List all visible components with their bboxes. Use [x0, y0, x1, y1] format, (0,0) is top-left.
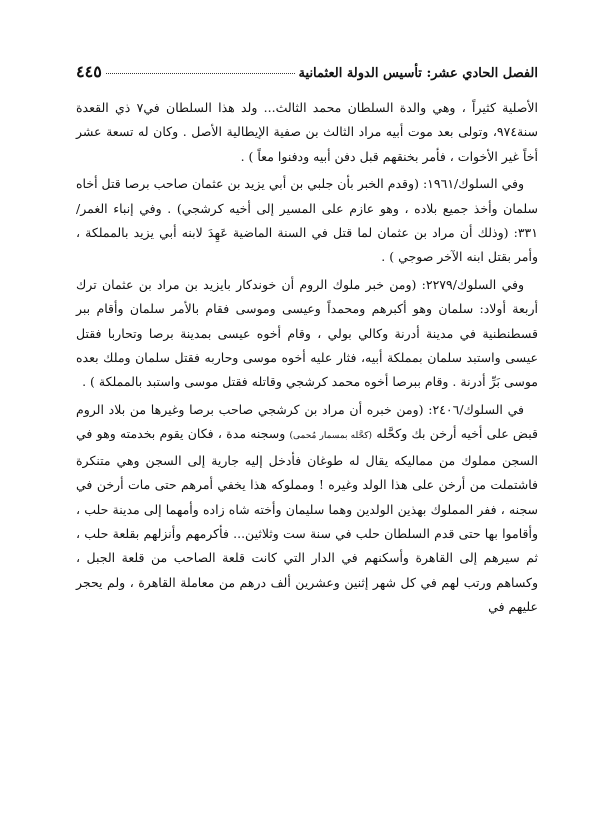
- running-title: الفصل الحادي عشر: تأسيس الدولة العثمانية: [298, 66, 538, 81]
- page-header: [76, 62, 538, 88]
- page-number: ٤٤٥: [76, 62, 102, 81]
- body-text: [76, 96, 538, 620]
- inline-note: (كحَّله بمسمار مُحمى): [289, 431, 373, 442]
- paragraph: وفي السلوك/١٩٦١: (وقدم الخبر بأن جلبي بن أبي يزيد بن عثمان صاحب برصا قتل أخاه سلمان وأخذ جميع بلاده ، وهو عازم على المسير إلى أخيه كرشجي) . وفي إنباء الغمر/٣٣١: (وذلك أن مراد بن عثمان لما قتل في السنة الماضية عَهِدَ لابنه أبي يزيد بالمملكة ، وأمر بقتل ابنه الآخر صوجي ) .: [76, 176, 538, 265]
- paragraph-text: في السلوك/٢٤٠٦: (ومن خبره أن مراد بن كرشجي صاحب برصا وغيرها من بلاد الروم قبض على أخيه أرخن بك وكحَّله: [76, 401, 538, 442]
- paragraph: [76, 398, 538, 620]
- paragraph-text: وسجنه مدة ، فكان يقوم بخدمته وهو في السجن مملوك من مماليكه يقال له طوغان فأدخل إليه جارية إلى السجن وهي متنكرة فاشتملت من أرخن على هذا الولد وغيره ! ومملوكه هذا يخفي أمرهم حتى مات أرخن في سجنه ، ففر المملوك بهذين الولدين وهما سليمان وأخته شاه زاده وأمهما إلى مدينة حلب ، وأقاموا بها حتى قدم السلطان حلب في سنة ست وثلاثين... فأكرمهم وأنزلهم بقلعة حلب ، ثم سيرهم إلى القاهرة وأسكنهم في الدار التي كانت قلعة الصاحب من قلعة الجبل ، وكساهم ورتب لهم في كل شهر إثنين وعشرين ألف درهم من معاملة القاهرة ، ولم يحجر عليهم في: [76, 426, 538, 615]
- paragraph: وفي السلوك/٢٢٧٩: (ومن خبر ملوك الروم أن خوندكار بايزيد بن مراد بن عثمان ترك أربعة أولاد: سلمان وهو أكبرهم ومحمداً وعيسى وموسى فقام بالأمر سلمان وأقام ببر قسطنطنية في مدينة أدرنة وكالي بولي ، وقام أخوه عيسى بمدينة برصا وتحاربا فقتل عيسى واستبد سلمان بمملكة أبيه، فثار عليه أخوه موسى وحاربه فقتل سلمان وملك بعده موسى بَرِّ أدرنة . وقام ببرصا أخوه محمد كرشجي وقاتله فقتل موسى واستبد بالمملكة ) .: [76, 276, 538, 390]
- header-dot-leader: [106, 73, 295, 74]
- paragraph: الأصلية كثيراً ، وهي والدة السلطان محمد الثالث... ولد هذا السلطان في٧ ذي القعدة سنة٩٧٤، وتولى بعد موت أبيه مراد الثالث بن صفية الإيطالية الأصل . وكان له تسعة عشر أخاً غير الأخوات ، فأمر بخنقهم قبل دفن أبيه ودفنوا معاً ) .: [76, 100, 538, 164]
